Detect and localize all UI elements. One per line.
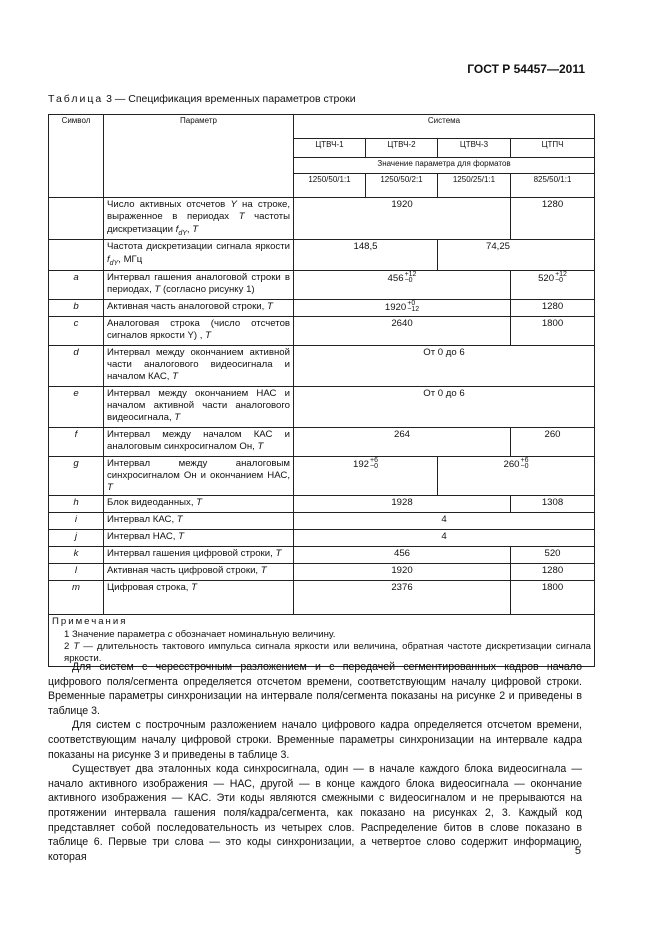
symbol-cell: e xyxy=(49,386,104,427)
format-label: Значение параметра для форматов xyxy=(294,158,595,174)
value-cell: 1920 xyxy=(294,564,511,581)
symbol-cell: l xyxy=(49,564,104,581)
param-cell: Интервал НАС, T xyxy=(104,530,294,547)
value-cell: 1280 xyxy=(511,198,595,240)
value-cell: 74,25 xyxy=(438,240,595,270)
value-cell: 260 xyxy=(511,427,595,456)
value-cell: 1928 xyxy=(294,496,511,513)
param-cell: Интервал между началом КАС и аналоговым синхросигналом Он, T xyxy=(104,427,294,456)
caption-label: Таблица xyxy=(48,93,104,105)
value-cell: 520 xyxy=(511,547,595,564)
symbol-cell: f xyxy=(49,427,104,456)
symbol-cell: k xyxy=(49,547,104,564)
table-row xyxy=(49,530,595,547)
value-cell: 192 +6 −0 xyxy=(294,456,438,496)
col-system-header: Система xyxy=(294,115,595,139)
value-cell: 1800 xyxy=(511,316,595,345)
value-cell: 264 xyxy=(294,427,511,456)
symbol-cell xyxy=(49,198,104,240)
param-cell: Частота дискретизации сигнала яркости $f_{dY}$, МГц xyxy=(104,240,294,270)
note-2: 2 T — длительность тактового импульса сигнала яркости или величина, обратная частоте дискретизации сигнала яркости. xyxy=(64,640,592,665)
param-cell: Цифровая строка, T xyxy=(104,581,294,615)
table-row xyxy=(49,581,595,615)
symbol-cell: c xyxy=(49,316,104,345)
table-row xyxy=(49,564,595,581)
value-cell: 260 +6 −0 xyxy=(438,456,595,496)
caption-text: — Спецификация временных параметров строки xyxy=(114,93,356,105)
symbol-cell: b xyxy=(49,299,104,316)
table-row xyxy=(49,316,595,345)
param-cell: Интервал гашения цифровой строки, T xyxy=(104,547,294,564)
value-cell: 1280 xyxy=(511,299,595,316)
value-cell: 1800 xyxy=(511,581,595,615)
symbol-cell: m xyxy=(49,581,104,615)
table-row xyxy=(49,513,595,530)
param-cell: Интервал гашения аналоговой строки в периодах, T (согласно рисунку 1) xyxy=(104,270,294,299)
system-header: ЦТВЧ-2 xyxy=(366,139,438,158)
value-cell: 456 xyxy=(294,547,511,564)
system-header: ЦТПЧ xyxy=(511,139,595,158)
spec-table xyxy=(48,114,595,667)
param-cell: Интервал между окончанием активной части аналогового видеосигнала и началом КАС, T xyxy=(104,345,294,386)
symbol-cell: a xyxy=(49,270,104,299)
param-cell: Блок видеоданных, T xyxy=(104,496,294,513)
col-param-header: Параметр xyxy=(104,115,294,198)
value-cell: 2376 xyxy=(294,581,511,615)
note-1: 1 Значение параметра c обозначает номинальную величину. xyxy=(64,628,336,640)
table-row xyxy=(49,427,595,456)
value-cell: 1308 xyxy=(511,496,595,513)
param-cell: Аналоговая строка (число отсчетов сигналов яркости Y) , T xyxy=(104,316,294,345)
symbol-cell: h xyxy=(49,496,104,513)
value-cell: 4 xyxy=(294,513,595,530)
param-cell: Активная часть аналоговой строки, T xyxy=(104,299,294,316)
format-header: 825/50/1:1 xyxy=(511,174,595,198)
paragraph: Для систем с чересстрочным разложением и с передачей сегментированных кадров начало цифрового поля/сегмента определяется отсчетом времени, соответствующим началу цифровой строки. Временные параметры синхронизации на интервале поля/сегмента показаны на рисунке 2 и приведены в таблице 3. xyxy=(48,661,582,717)
value-cell: 1920 +0 −12 xyxy=(294,299,511,316)
table-row xyxy=(49,386,595,427)
table-row xyxy=(49,240,595,270)
symbol-cell: g xyxy=(49,456,104,496)
value-cell: 520 +12 −0 xyxy=(511,270,595,299)
system-header: ЦТВЧ-1 xyxy=(294,139,366,158)
format-header: 1250/25/1:1 xyxy=(438,174,511,198)
table-row xyxy=(49,270,595,299)
value-cell: 4 xyxy=(294,530,595,547)
caption-number: 3 xyxy=(106,93,112,105)
col-symbol-header: Символ xyxy=(49,115,104,198)
param-cell: Интервал между окончанием НАС и началом активной части аналогового видеосигнала, T xyxy=(104,386,294,427)
value-cell: 2640 xyxy=(294,316,511,345)
param-cell: Интервал КАС, T xyxy=(104,513,294,530)
param-cell: Интервал между аналоговым синхросигналом Он и окончанием НАС, T xyxy=(104,456,294,496)
table-row xyxy=(49,547,595,564)
table-row xyxy=(49,345,595,386)
value-cell: От 0 до 6 xyxy=(294,345,595,386)
symbol-cell xyxy=(49,240,104,270)
system-header: ЦТВЧ-3 xyxy=(438,139,511,158)
table-caption xyxy=(48,93,356,105)
document-header: ГОСТ Р 54457—2011 xyxy=(467,62,585,76)
table-row xyxy=(49,198,595,240)
value-cell: 1280 xyxy=(511,564,595,581)
body-text xyxy=(48,660,582,865)
value-cell: 148,5 xyxy=(294,240,438,270)
param-cell: Активная часть цифровой строки, T xyxy=(104,564,294,581)
table-row xyxy=(49,456,595,496)
param-cell: Число активных отсчетов Y на строке, выраженное в периодах T частоты дискретизации $f_{dY}$, T xyxy=(104,198,294,240)
symbol-cell: d xyxy=(49,345,104,386)
paragraph: Существует два эталонных кода синхросигнала, один — в начале каждого блока видеосигнала — начало активного изображения — НАС, другой — в конце каждого блока видеосигнала — окончание активного изображения — КАС. Эти коды являются смежными с видеосигналом и не прерываются на протяжении интервала гашения поля/кадра/сегмента, как показано на рисунках 2, 3. Каждый код представляет собой последовательность из четырех слов. Распределение битов в слове показано в таблице 6. Первые три слова — это коды синхронизации, а четвертое слово содержит информацию, которая xyxy=(48,763,582,863)
table-row xyxy=(49,299,595,316)
format-header: 1250/50/1:1 xyxy=(294,174,366,198)
symbol-cell: j xyxy=(49,530,104,547)
value-cell: 1920 xyxy=(294,198,511,240)
notes-title: Примечания xyxy=(52,616,128,628)
value-cell: От 0 до 6 xyxy=(294,386,595,427)
paragraph: Для систем с построчным разложением начало цифрового кадра определяется отсчетом времени, соответствующим началу цифровой строки. Временные параметры синхронизации на интервале кадра показаны на рисунке 3 и приведены в таблице 3. xyxy=(48,719,582,761)
page-number: 5 xyxy=(574,845,581,857)
format-header: 1250/50/2:1 xyxy=(366,174,438,198)
value-cell: 456 +12 −0 xyxy=(294,270,511,299)
symbol-cell: i xyxy=(49,513,104,530)
table-row xyxy=(49,496,595,513)
